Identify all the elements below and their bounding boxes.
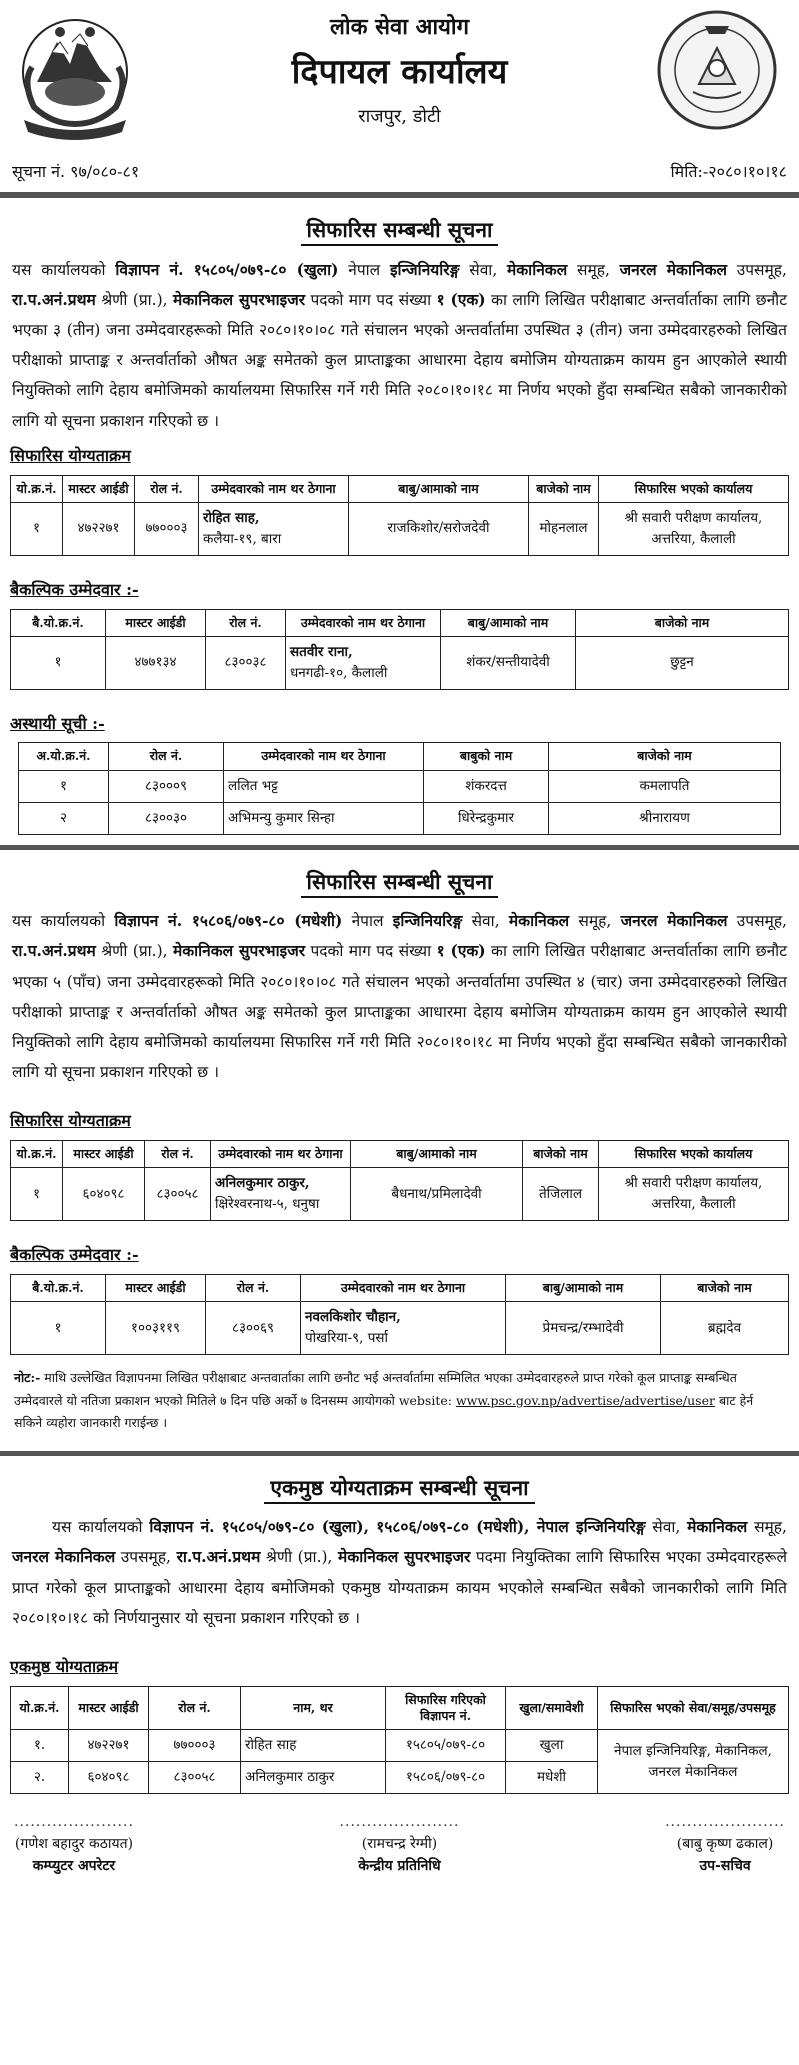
notice-2-merit-table: यो.क्र.नं. मास्टर आईडी रोल नं. उम्मेदवारको नाम थर ठेगाना बाबु/आमाको नाम बाजेको नाम सिफारिस भएको कार्यालय १ ६०४०९८ ८३००५८ अनिलकुमार ठाकुर, क्षिरेश्वरनाथ-५, धनुषा बैधनाथ/प्रमिलादेवी तेजिलाल श्री सवारी परीक्षण कार्यालय, अत्तरिया, कैलाली xyxy=(10,1140,789,1221)
header-divider xyxy=(0,192,799,198)
notice-2-paragraph: यस कार्यालयको विज्ञापन नं. १५८०६/०७९-८० (मधेशी) नेपाल इन्जिनियरिङ्ग सेवा, मेकानिकल समूह, जनरल मेकानिकल उपसमूह, रा.प.अनं.प्रथम श्रेणी (प्रा.), मेकानिकल सुपरभाइजर पदको माग पद संख्या १ (एक) का लागि लिखित परीक्षाबाट अन्तर्वार्ताका लागि छनौट भएका ५ (पाँच) जना उम्मेदवारहरूको मिति २०८०।१०।०८ गते संचालन भएको अन्तर्वार्तामा उपस्थित ४ (चार) जना उम्मेदवारहरुको लिखित परीक्षाको प्राप्ताङ्क र अन्तर्वार्ताको औषत अङ्क समेतको कुल प्राप्ताङ्कका आधारमा देहाय बमोजिम योग्यताक्रम कायम हुन आएकोले स्थायी नियुक्तिको लागि देहाय बमोजिमको कार्यालयमा सिफारिस गर्ने गरी मिति २०८०।१०।१८ मा निर्णय भएको हुँदा सम्बन्धित सबैको जानकारीको लागि यो सूचना प्रकाशन गरिएको छ । xyxy=(12,911,788,1082)
org-name: लोक सेवा आयोग xyxy=(330,14,469,40)
notice-1-alt-heading: बैकल्पिक उम्मेदवार :- xyxy=(10,579,139,599)
section-divider xyxy=(0,1451,799,1456)
letterhead xyxy=(0,0,799,181)
signature-computer-operator: ...................... (गणेश बहादुर कठायत) कम्प्युटर अपरेटर xyxy=(14,1814,134,1874)
section-divider xyxy=(0,845,799,850)
notice-2 xyxy=(0,866,799,1441)
signature-central-representative: ...................... (रामचन्द्र रेग्मी) केन्द्रीय प्रतिनिधि xyxy=(339,1814,460,1874)
notice-ref-number: सूचना नं. ९७/०८०-८१ xyxy=(12,162,140,181)
notice-3 xyxy=(0,1472,799,1795)
notice-3-paragraph: यस कार्यालयको विज्ञापन नं. १५८०५/०७९-८० (खुला), १५८०६/०७९-८० (मधेशी), नेपाल इन्जिनियरिङ्ग सेवा, मेकानिकल समूह, जनरल मेकानिकल उपसमूह, रा.प.अनं.प्रथम श्रेणी (प्रा.), मेकानिकल सुपरभाइजर पदमा नियुक्तिका लागि सिफारिस भएका उम्मेदवारहरूले प्राप्त गरेको कूल प्राप्ताङ्कको आधारमा देहाय बमोजिमको एकमुष्ठ योग्यताक्रम कायम भएकोले सम्बन्धित सबैको जानकारीको लागि मिति २०८०।१०।१८ को निर्णयानुसार यो सूचना प्रकाशन गरिएको छ । xyxy=(12,1517,788,1627)
table-row: २ ८३००३० अभिमन्यु कुमार सिन्हा धिरेन्द्रकुमार श्रीनारायण xyxy=(19,802,781,834)
notice-1-merit-table: यो.क्र.नं. मास्टर आईडी रोल नं. उम्मेदवारको नाम थर ठेगाना बाबु/आमाको नाम बाजेको नाम सिफारिस भएको कार्यालय १ ४७२२७१ ७७०००३ रोहित साह, कलैया-१९, बारा राजकिशोर/सरोजदेवी मोहनलाल श्री सवारी परीक्षण कार्यालय, अत्तरिया, कैलाली xyxy=(10,475,789,556)
table-row: १ १००३११९ ८३००६९ नवलकिशोर चौहान, पोखरिया-९, पर्सा प्रेमचन्द्र/रम्भादेवी ब्रह्मदेव xyxy=(11,1302,789,1355)
psc-seal-icon xyxy=(655,8,779,132)
table-row: २. ६०४०९८ ८३००५८ अनिलकुमार ठाकुर १५८०६/०७९-८० मधेशी xyxy=(11,1762,789,1794)
combined-service-cell: नेपाल इन्जिनियरिङ्ग, मेकानिकल, जनरल मेकानिकल xyxy=(598,1730,789,1794)
psc-website-link[interactable]: www.psc.gov.np/advertise/advertise/user xyxy=(455,1392,715,1408)
table-row: १. ४७२२७१ ७७०००३ रोहित साह १५८०५/०७९-८० खुला नेपाल इन्जिनियरिङ्ग, मेकानिकल, जनरल मेकानिकल xyxy=(11,1730,789,1762)
notice-1-title: सिफारिस सम्बन्धी सूचना xyxy=(301,217,499,246)
notice-1-temp-heading: अस्थायी सूची :- xyxy=(10,713,105,733)
notice-3-combined-table: यो.क्र.नं. मास्टर आईडी रोल नं. नाम, थर सिफारिस गरिएको विज्ञापन नं. खुला/समावेशी सिफारिस भएको सेवा/समूह/उपसमूह १. ४७२२७१ ७७०००३ रोहित साह १५८०५/०७९-८० खुला नेपाल इन्जिनियरिङ्ग, मेकानिकल, जनरल मेकानिकल २. ६०४०९८ ८३००५८ अनिलकुमार ठाकुर १५८०६/०७९-८० मधेशी xyxy=(10,1686,789,1794)
notice-2-merit-heading: सिफारिस योग्यताक्रम xyxy=(10,1111,131,1131)
signature-block xyxy=(0,1800,799,1885)
table-row: १ ४७२२७१ ७७०००३ रोहित साह, कलैया-१९, बारा राजकिशोर/सरोजदेवी मोहनलाल श्री सवारी परीक्षण कार्यालय, अत्तरिया, कैलाली xyxy=(11,502,789,555)
notice-1 xyxy=(0,214,799,835)
notice-1-temp-table: अ.यो.क्र.नं. रोल नं. उम्मेदवारको नाम थर ठेगाना बाबुको नाम बाजेको नाम १ ८३०००९ ललित भट्ट शंकरदत्त कमलापति २ ८३००३० अभिमन्यु कुमार सिन्हा धिरेन्द्रकुमार श्रीनारायण xyxy=(18,742,781,834)
notice-3-combined-heading: एकमुष्ठ योग्यताक्रम xyxy=(10,1657,119,1677)
signature-deputy-secretary: ...................... (बाबु कृष्ण ढकाल) उप-सचिव xyxy=(665,1814,785,1874)
table-row: १ ६०४०९८ ८३००५८ अनिलकुमार ठाकुर, क्षिरेश्वरनाथ-५, धनुषा बैधनाथ/प्रमिलादेवी तेजिलाल श्री सवारी परीक्षण कार्यालय, अत्तरिया, कैलाली xyxy=(11,1168,789,1221)
notice-2-alt-heading: बैकल्पिक उम्मेदवार :- xyxy=(10,1245,139,1265)
notice-2-note: नोट:- माथि उल्लेखित विज्ञापनमा लिखित परीक्षाबाट अन्तवार्ताका लागि छनौट भई अन्तर्वार्तामा सम्मिलित भएका उम्मेदवारहरुले प्राप्त गरेको कूल प्राप्ताङ्क सम्बन्धित उम्मेदवारले यो नतिजा प्रकाशन भएको मितिले ७ दिन पछि अर्को ७ दिनसम्म आयोगको website: www.psc.gov.np/advertise/advertise/user बाट हेर्न सकिने व्यहोरा जानकारी गराईन्छ । xyxy=(14,1370,754,1431)
notice-2-title: सिफारिस सम्बन्धी सूचना xyxy=(301,869,499,898)
notice-1-alt-table: बै.यो.क्र.नं. मास्टर आईडी रोल नं. उम्मेदवारको नाम थर ठेगाना बाबु/आमाको नाम बाजेको नाम १ ४७७१३४ ८३००३८ सतवीर राना, धनगढी-१०, कैलाली शंकर/सन्तीयादेवी छुट्टन xyxy=(10,609,789,690)
notice-1-merit-heading: सिफारिस योग्यताक्रम xyxy=(10,445,131,465)
table-row: १ ८३०००९ ललित भट्ट शंकरदत्त कमलापति xyxy=(19,770,781,802)
notice-2-alt-table: बै.यो.क्र.नं. मास्टर आईडी रोल नं. उम्मेदवारको नाम थर ठेगाना बाबु/आमाको नाम बाजेको नाम १ १००३११९ ८३००६९ नवलकिशोर चौहान, पोखरिया-९, पर्सा प्रेमचन्द्र/रम्भादेवी ब्रह्मदेव xyxy=(10,1274,789,1355)
notice-1-paragraph: यस कार्यालयको विज्ञापन नं. १५८०५/०७९-८० (खुला) नेपाल इन्जिनियरिङ्ग सेवा, मेकानिकल समूह, जनरल मेकानिकल उपसमूह, रा.प.अनं.प्रथम श्रेणी (प्रा.), मेकानिकल सुपरभाइजर पदको माग पद संख्या १ (एक) का लागि लिखित परीक्षाबाट अन्तर्वार्ताका लागि छनौट भएका ३ (तीन) जना उम्मेदवारहरूको मिति २०८०।१०।०८ गते संचालन भएको अन्तर्वार्तामा उपस्थित ३ (तीन) जना उम्मेदवारहरुको लिखित परीक्षाको प्राप्ताङ्क र अन्तर्वार्ताको औषत अङ्क समेतको कुल प्राप्ताङ्कका आधारमा देहाय बमोजिम योग्यताक्रम कायम हुन आएकोले स्थायी नियुक्तिको लागि देहाय बमोजिमको कार्यालयमा सिफारिस गर्ने गरी मिति २०८०।१०।१८ मा निर्णय भएको हुँदा सम्बन्धित सबैको जानकारीको लागि यो सूचना प्रकाशन गरिएको छ । xyxy=(12,259,788,430)
table-row: १ ४७७१३४ ८३००३८ सतवीर राना, धनगढी-१०, कैलाली शंकर/सन्तीयादेवी छुट्टन xyxy=(11,636,789,689)
office-address: राजपुर, डोटी xyxy=(358,105,441,127)
office-name: दिपायल कार्यालय xyxy=(291,52,508,93)
notice-3-title: एकमुष्ठ योग्यताक्रम सम्बन्धी सूचना xyxy=(264,1475,534,1504)
notice-date: मिति:-२०८०।१०।१८ xyxy=(670,162,787,181)
